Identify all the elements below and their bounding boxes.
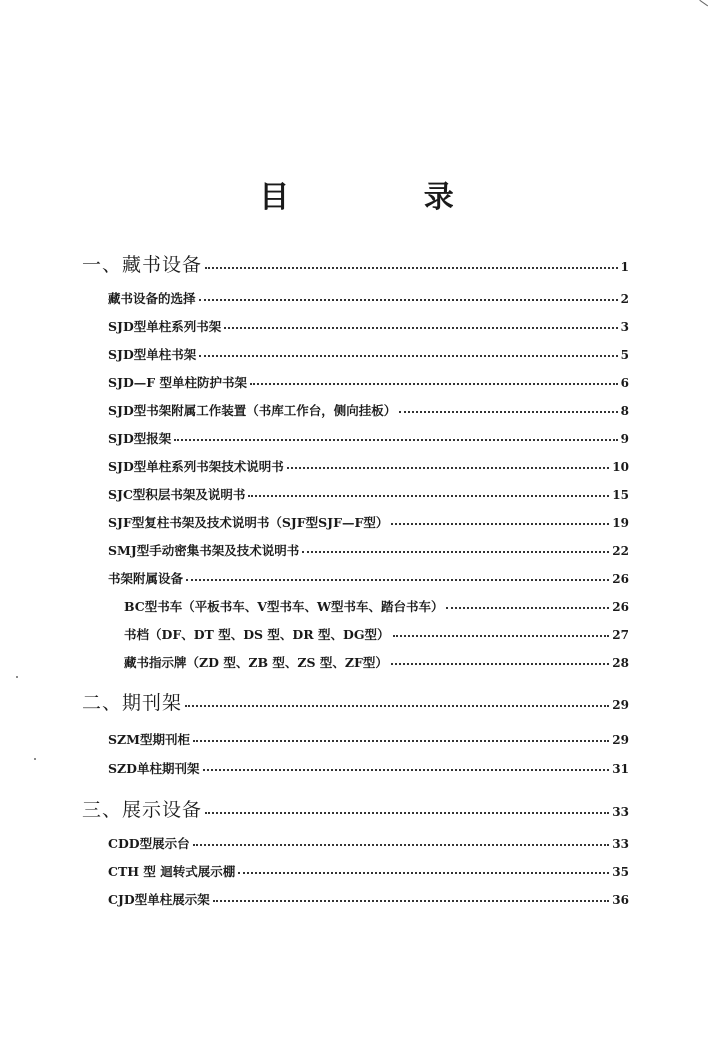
- toc-entry[interactable]: [108, 537, 629, 559]
- page-number: 29: [612, 698, 629, 712]
- entry-label: SJD—F 型单柱防护书架: [108, 375, 248, 390]
- entry-label: SJD型单柱系列书架技术说明书: [108, 459, 284, 474]
- entry-label: SZD单柱期刊架: [108, 761, 200, 776]
- page-number: 3: [620, 320, 629, 334]
- page-number: 2: [620, 292, 629, 306]
- dot-leader: [199, 283, 618, 301]
- page-number: 27: [612, 628, 629, 642]
- page-number: 5: [620, 348, 629, 362]
- entry-label: 书档（DF、DT 型、DS 型、DR 型、DG型）: [124, 627, 390, 642]
- toc-entry[interactable]: [108, 425, 629, 447]
- page-number: 35: [612, 865, 629, 879]
- entry-label: 藏书指示牌（ZD 型、ZB 型、ZS 型、ZF型）: [124, 655, 388, 670]
- dot-leader: [302, 535, 609, 553]
- page-number: 15: [612, 488, 629, 502]
- section-label: 一、藏书设备: [82, 254, 203, 276]
- dot-leader: [213, 884, 610, 902]
- entry-label: SMJ型手动密集书架及技术说明书: [108, 543, 300, 558]
- dot-leader: [399, 395, 617, 413]
- toc-section[interactable]: [82, 795, 629, 822]
- dot-leader: [205, 796, 609, 814]
- dot-leader: [205, 251, 618, 269]
- entry-label: SJC型积层书架及说明书: [108, 487, 246, 502]
- entry-label: SJD型单柱书架: [108, 347, 197, 362]
- dot-leader: [193, 724, 609, 742]
- dot-leader: [250, 367, 618, 385]
- toc-entry[interactable]: [108, 565, 629, 587]
- dot-leader: [446, 591, 609, 609]
- dot-leader: [391, 647, 609, 665]
- toc-entry[interactable]: [108, 886, 629, 908]
- toc-entry[interactable]: [108, 858, 629, 880]
- entry-label: CDD型展示台: [108, 836, 190, 851]
- dot-leader: [174, 423, 617, 441]
- speck: [16, 676, 18, 678]
- toc-entry[interactable]: [108, 285, 629, 307]
- toc-subentry[interactable]: [124, 593, 629, 615]
- page-number: 8: [620, 404, 629, 418]
- dot-leader: [248, 479, 609, 497]
- entry-label: SJF型复柱书架及技术说明书（SJF型SJF—F型）: [108, 515, 389, 530]
- section-label: 二、期刊架: [82, 692, 183, 714]
- page-number: 28: [612, 656, 629, 670]
- dot-leader: [393, 619, 610, 637]
- corner-mark: [696, 0, 708, 11]
- page-number: 6: [620, 376, 629, 390]
- entry-label: 书架附属设备: [108, 571, 184, 586]
- toc-entry[interactable]: [108, 341, 629, 363]
- entry-label: 藏书设备的选择: [108, 291, 196, 306]
- page-number: 29: [612, 733, 629, 747]
- dot-leader: [287, 451, 610, 469]
- dot-leader: [238, 856, 609, 874]
- page-number: 22: [612, 544, 629, 558]
- toc-entry[interactable]: [108, 481, 629, 503]
- toc-entry[interactable]: [108, 369, 629, 391]
- dot-leader: [224, 311, 617, 329]
- entry-label: CTH 型 迴转式展示棚: [108, 864, 236, 879]
- page-number: 19: [612, 516, 629, 530]
- page-number: 33: [612, 805, 629, 819]
- toc-section[interactable]: [82, 250, 629, 277]
- toc-subentry[interactable]: [124, 621, 629, 643]
- page-number: 36: [612, 893, 629, 907]
- dot-leader: [185, 689, 609, 707]
- dot-leader: [186, 563, 609, 581]
- entry-label: CJD型单柱展示架: [108, 892, 210, 907]
- entry-label: SZM型期刊柜: [108, 732, 190, 747]
- entry-label: SJD型书架附属工作装置（书库工作台，侧向挂板）: [108, 403, 397, 418]
- dot-leader: [193, 828, 610, 846]
- speck: [34, 758, 36, 760]
- page-number: 10: [612, 460, 629, 474]
- toc-entry[interactable]: [108, 313, 629, 335]
- page-number: 9: [620, 432, 629, 446]
- toc-entry[interactable]: [108, 755, 629, 777]
- dot-leader: [199, 339, 617, 357]
- toc-entry[interactable]: [108, 726, 629, 748]
- page-number: 31: [612, 762, 629, 776]
- dot-leader: [391, 507, 609, 525]
- page-title: 目 录: [259, 180, 516, 215]
- toc-section[interactable]: [82, 688, 629, 715]
- page-number: 33: [612, 837, 629, 851]
- page-number: 26: [612, 572, 629, 586]
- toc-entry[interactable]: [108, 453, 629, 475]
- section-label: 三、展示设备: [82, 799, 203, 821]
- dot-leader: [203, 753, 610, 771]
- toc-entry[interactable]: [108, 830, 629, 852]
- toc-subentry[interactable]: [124, 649, 629, 671]
- page-number: 1: [620, 260, 629, 274]
- entry-label: SJD型单柱系列书架: [108, 319, 222, 334]
- page-number: 26: [612, 600, 629, 614]
- toc-entry[interactable]: [108, 509, 629, 531]
- entry-label: BC型书车（平板书车、V型书车、W型书车、踏台书车）: [124, 599, 444, 614]
- toc-entry[interactable]: [108, 397, 629, 419]
- entry-label: SJD型报架: [108, 431, 172, 446]
